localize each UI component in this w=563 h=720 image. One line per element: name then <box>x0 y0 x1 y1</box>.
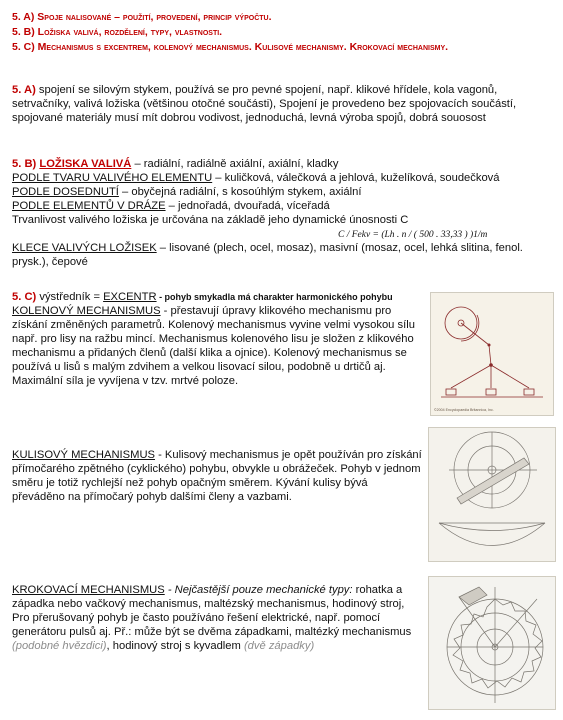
toggle-press-figure <box>430 292 554 416</box>
section-a-lead: 5. A) <box>12 84 36 96</box>
section-b-lead: 5. B) <box>12 158 37 170</box>
stepping-mechanism-text-1: rohatka a západka nebo vačkový mechanismus, maltézský mechanismus, hodinový stroj, Pro přerušovaný pohyb je často používáno řešení elektrické, např. pomocí generátoru pulsů aj. Př.: může být se dvěma západkami, maltézký mechanismus <box>12 584 412 638</box>
bearing-rows-label: PODLE ELEMENTŮ V DRÁZE <box>12 200 166 212</box>
bearing-contact-label: PODLE DOSEDNUTÍ <box>12 186 119 198</box>
bearing-shape-label: PODLE TVARU VALIVÉHO ELEMENTU <box>12 172 213 184</box>
section-a <box>12 83 548 125</box>
section-b <box>12 157 550 269</box>
stepping-mechanism-italic: - Nejčastější pouze mechanické typy: <box>164 584 353 596</box>
toggle-mechanism-paragraph <box>12 304 420 388</box>
bearing-life-formula: C / Fekv = (Lh . n / ( 500 . 33,33 ) )1/m <box>338 230 488 240</box>
bearing-cage-label: KLECE VALIVÝCH LOŽISEK <box>12 242 157 254</box>
section-b-title-rest: – radiální, radiálně axiální, axiální, kladky <box>131 158 339 170</box>
bearing-shape-text: – kuličková, válečková a jehlová, kuželíková, soudečková <box>212 172 500 184</box>
figure-copyright: ©2004 Encyclopaedia Britannica, Inc. <box>434 408 494 412</box>
eccentric-term: EXCENTR <box>103 291 157 303</box>
topic-line-a: 5. A) Spoje nalisované – použití, provedení, princip výpočtu. <box>12 11 272 23</box>
bearing-contact-text: – obyčejná radiální, s kosoúhlým stykem, axiální <box>118 186 362 198</box>
slotted-link-paragraph <box>12 448 422 504</box>
topic-line-b: 5. B) Ložiska valivá, rozdělení, typy, vlastnosti. <box>12 26 223 38</box>
slotted-link-figure <box>428 427 556 562</box>
topic-line-c: 5. C) Mechanismus s excentrem, kolenový mechanismus. Kulisové mechanismy. Krokovací mechanismy. <box>12 41 449 53</box>
toggle-mechanism-text: - přestavují úpravy klikového mechanismu pro získání změněných parametrů. Kolenový mechanismus vyvine velmi vysokou sílu např. pro lisy na ražbu mincí. Mechanismus kolenového lisu je složen z klikového mechanismu a přidaných členů (další klika a ojnice). Kolenový mechanismus se používá u lisů s malým zdvihem a velkou lisovací silou, podobně u drtičů aj. Maximální síla je vyvíjena v tzv. mrtvé poloze. <box>12 305 415 387</box>
slotted-link-label: KULISOVÝ MECHANISMUS <box>12 449 155 461</box>
stepping-mechanism-text-2: , hodinový stroj s kyvadlem <box>106 640 244 652</box>
topic-header <box>12 10 552 55</box>
slotted-link-text: - Kulisový mechanismus je opět používán pro získání přímočarého zpětného (cyklického) pohybu, obvykle u obrážeček. Pohyb v jednom směru je totiž rychlejší než pohyb opačným směrem. Kývání kulisy bývá převáděno na přímočarý pohyb dalšími členy a vazbami. <box>12 449 422 503</box>
stepping-mechanism-note-2: (dvě západky) <box>243 640 315 652</box>
section-c-lead: 5. C) <box>12 291 37 303</box>
bearing-life-text: Trvanlivost valivého ložiska je určována na základě jeho dynamické únosnosti C <box>12 214 409 226</box>
stepping-mechanism-note-1: (podobné hvězdici) <box>12 640 107 652</box>
bearing-rows-text: – jednořadá, dvouřadá, víceřadá <box>165 200 330 212</box>
stepping-mechanism-label: KROKOVACÍ MECHANISMUS <box>12 584 165 596</box>
eccentric-note: - pohyb smykadla má charakter harmonického pohybu <box>156 292 393 302</box>
stepping-mechanism-paragraph <box>12 583 420 653</box>
bearing-cage-text: – lisované (plech, ocel, mosaz), masivní (mosaz, ocel, lehká slitina, fenol. prysk.), čepové <box>12 242 523 268</box>
ratchet-figure <box>428 576 556 710</box>
section-a-text: spojení se silovým stykem, používá se pro pevné spojení, např. klikové hřídele, kola vagonů, setrvačníky, valivá ložiska (většinou otočné součásti), Spojení je provedeno bez spojovacích součástí, spojované materiály musí mít dobrou vodivost, jednoduchá, levná výroba spojů, dobrá souosost <box>12 84 517 124</box>
toggle-mechanism-label: KOLENOVÝ MECHANISMUS <box>12 305 161 317</box>
section-b-title: LOŽISKA VALIVÁ <box>39 158 132 170</box>
eccentric-intro: výstředník = <box>36 291 104 303</box>
